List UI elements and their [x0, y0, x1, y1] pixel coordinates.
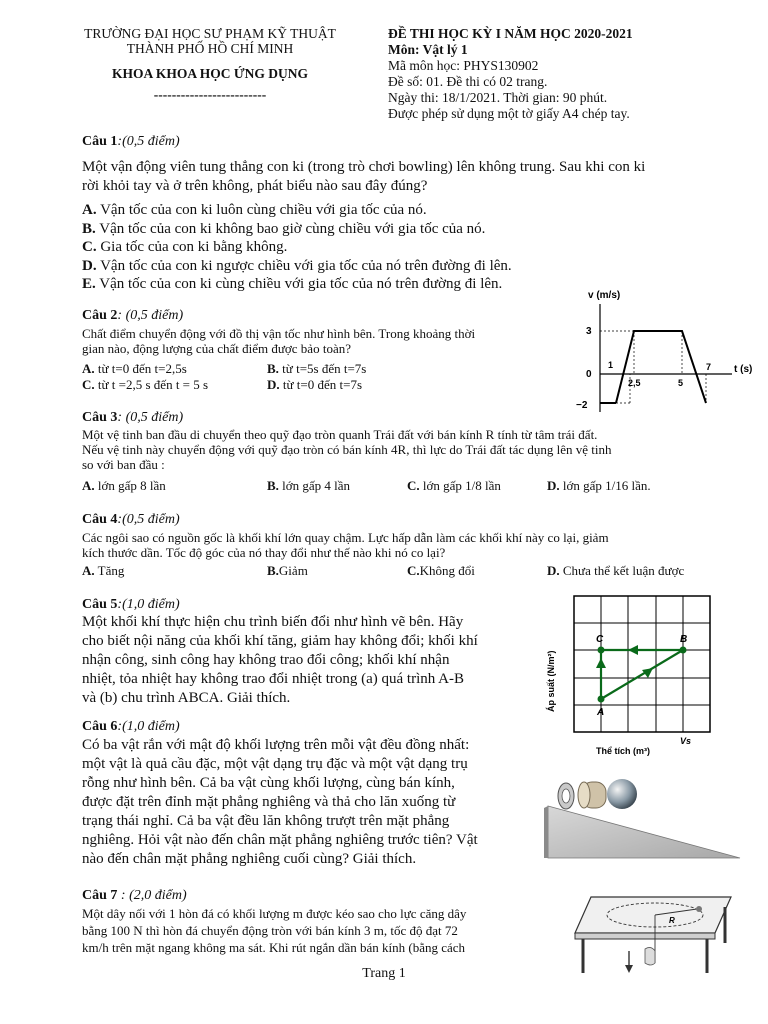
- q4-text-line2: kích thước dần. Tốc độ góc của nó thay đổi như thế nào khi nó co lại?: [82, 545, 446, 560]
- q2-options: [82, 361, 562, 393]
- header-separator: -------------------------: [153, 87, 267, 102]
- q7-line-2: bằng 100 N thì hòn đá chuyển động tròn với bán kính 3 m, tốc độ đạt 72: [82, 923, 458, 938]
- q6-heading: [82, 719, 180, 735]
- q7-line-3: km/h trên mặt ngang không ma sát. Khi rút ngắn dần bán kính (bằng cách: [82, 940, 466, 955]
- solid-sphere: [607, 779, 637, 809]
- pressure-volume-graph: [540, 592, 740, 762]
- graph-x-tick-2-5: 2,5: [628, 378, 641, 388]
- q3-options: [82, 478, 752, 494]
- velocity-time-graph: [560, 284, 760, 424]
- vs-label: Vs: [680, 736, 692, 746]
- table-top: [575, 897, 731, 933]
- q4-text-line1: Các ngôi sao có nguồn gốc là khối khí lớn quay chậm. Lực hấp dẫn làm các khối khí này co lại, giảm: [82, 530, 609, 545]
- q6-label: Câu 6: [82, 719, 118, 734]
- q2-text-line1: Chất điểm chuyển động với đồ thị vận tốc như hình bên. Trong khoảng thời: [82, 326, 476, 341]
- exam-allowed-materials: Được phép sử dụng một tờ giấy A4 chép tay.: [388, 106, 630, 121]
- q1-heading: [82, 134, 180, 150]
- q4-option-d[interactable]: D. Chưa thể kết luận được: [547, 563, 685, 578]
- school-header: [60, 26, 360, 102]
- q7-text: [82, 905, 560, 956]
- graph-x-label-volume: Thể tích (m³): [596, 746, 650, 756]
- q2-option-c[interactable]: C. từ t =2,5 s đến t = 5 s: [82, 377, 209, 392]
- q5-line-2: cho biết nội năng của khối khí tăng, giảm hay không đổi; khối khí: [82, 633, 478, 649]
- velocity-curve: [616, 331, 706, 403]
- q1-label: Câu 1: [82, 134, 118, 149]
- q3-heading: [82, 410, 183, 426]
- q6-line-5: trạng thái nghỉ. Cả ba vật đều lăn không trượt trên mặt phẳng: [82, 813, 450, 829]
- q4-text: [82, 530, 752, 560]
- q7-label: Câu 7: [82, 888, 121, 903]
- q1-option-e[interactable]: E. Vận tốc của con ki cùng chiều với gia tốc của nó trên đường đi lên.: [82, 276, 503, 292]
- exam-title: ĐỀ THI HỌC KỲ I NĂM HỌC 2020-2021: [388, 26, 633, 41]
- q7-heading: [82, 888, 187, 904]
- q5-text: [82, 613, 542, 708]
- q3-text-line2: Nếu vệ tinh này chuyển động với quỹ đạo tròn có bán kính 4R, thì lực do Trái đất tác dụng lên vệ tinh: [82, 442, 612, 457]
- q6-points: :(1,0 điểm): [117, 719, 180, 734]
- q6-text: [82, 736, 554, 869]
- point-a-label: A: [597, 707, 605, 718]
- q3-option-d[interactable]: D. lớn gấp 1/16 lần.: [547, 478, 651, 493]
- q2-text-line2: gian nào, động lượng của chất điểm được bảo toàn?: [82, 341, 351, 356]
- graph-x-tick-7: 7: [706, 362, 712, 372]
- graph-x-tick-1: 1: [608, 360, 614, 370]
- q6-line-3: rỗng như hình bên. Cả ba vật cùng khối lượng, cùng bán kính,: [82, 775, 455, 791]
- q5-label: Câu 5: [82, 597, 118, 612]
- q4-options: [82, 563, 752, 579]
- q1-option-b[interactable]: B. Vận tốc của con ki không bao giờ cùng chiều với gia tốc của nó.: [82, 220, 486, 237]
- q1-option-d[interactable]: D. Vận tốc của con ki ngược chiều với gia tốc của nó trên đường đi lên.: [82, 257, 512, 274]
- q1-text-line2: rời khỏi tay và ở trên không, phát biểu nào sau đây đúng?: [82, 178, 428, 194]
- exam-date-time: Ngày thi: 18/1/2021. Thời gian: 90 phút.: [388, 90, 608, 105]
- q4-option-b[interactable]: B.Giảm: [267, 563, 308, 578]
- q2-option-b[interactable]: B. từ t=5s đến t=7s: [267, 361, 367, 376]
- school-name-line2: THÀNH PHỐ HỒ CHÍ MINH: [126, 41, 294, 56]
- q6-line-2: một vật là quả cầu đặc, một vật dạng trụ đặc và một vật dạng trụ: [82, 756, 468, 772]
- q3-points: : (0,5 điểm): [117, 410, 184, 425]
- graph-y-tick-0: 0: [586, 369, 592, 380]
- q1-points: :(0,5 điểm): [117, 134, 180, 149]
- point-b-label: B: [680, 634, 688, 645]
- q5-line-1: Một khối khí thực hiện chu trình biến đổi như hình vẽ bên. Hãy: [82, 614, 464, 630]
- q3-option-c[interactable]: C. lớn gấp 1/8 lần: [407, 478, 501, 493]
- q6-line-4: được đặt trên đỉnh mặt phẳng nghiêng và thả cho lăn xuống từ: [82, 794, 456, 810]
- course-code: Mã môn học: PHYS130902: [388, 58, 539, 73]
- graph-x-label: t (s): [734, 364, 753, 375]
- q1-text: [82, 158, 752, 196]
- page-number: Trang 1: [362, 966, 406, 981]
- graph-y-label-pressure: Áp suất (N/m²): [546, 650, 556, 712]
- q4-option-a[interactable]: A. Tăng: [82, 563, 125, 578]
- incline-surface: [548, 806, 740, 858]
- q2-option-d[interactable]: D. từ t=0 đến t=7s: [267, 377, 363, 392]
- q4-label: Câu 4: [82, 512, 118, 527]
- rotating-stone-figure: [565, 893, 735, 975]
- graph-x-tick-5: 5: [678, 378, 684, 388]
- q1-option-c[interactable]: C. Gia tốc của con ki bằng không.: [82, 239, 288, 255]
- graph-y-tick-neg2: −2: [576, 400, 588, 411]
- q3-text: [82, 427, 752, 472]
- q2-points: : (0,5 điểm): [117, 308, 184, 323]
- exam-number: Đề số: 01. Đề thi có 02 trang.: [388, 74, 548, 89]
- q1-options: [82, 201, 602, 294]
- q7-line-1: Một dây nối với 1 hòn đá có khối lượng m được kéo sao cho lực căng dây: [82, 906, 467, 921]
- graph-y-tick-3: 3: [586, 326, 592, 337]
- q1-option-a[interactable]: A. Vận tốc của con ki luôn cùng chiều với gia tốc của nó.: [82, 202, 427, 218]
- q4-heading: [82, 512, 180, 528]
- q3-text-line3: so với ban đầu :: [82, 457, 165, 472]
- point-c-label: C: [596, 634, 604, 645]
- q3-text-line1: Một vệ tinh ban đầu di chuyển theo quỹ đạo tròn quanh Trái đất với bán kính R tính từ tâm trái đất.: [82, 427, 598, 442]
- radius-label: R: [669, 916, 675, 925]
- q6-line-1: Có ba vật rắn với mật độ khối lượng trên mỗi vật đều đồng nhất:: [82, 737, 470, 753]
- q5-line-3: nhận công, sinh công hay không trao đổi công; khối khí nhận: [82, 652, 450, 668]
- graph-y-label: v (m/s): [588, 290, 621, 301]
- q5-heading: [82, 597, 180, 613]
- q4-option-c[interactable]: C.Không đổi: [407, 563, 475, 578]
- q4-points: :(0,5 điểm): [117, 512, 180, 527]
- hand-icon: [645, 947, 655, 965]
- q2-option-a[interactable]: A. từ t=0 đến t=2,5s: [82, 361, 187, 376]
- q2-heading: [82, 308, 183, 324]
- q5-points: :(1,0 điểm): [117, 597, 180, 612]
- q5-line-5: và (b) chu trình ABCA. Giải thích.: [82, 690, 291, 706]
- q6-line-7: nào đến chân mặt phẳng nghiêng cuối cùng? Giải thích.: [82, 851, 417, 867]
- q2-label: Câu 2: [82, 308, 118, 323]
- faculty-name: KHOA KHOA HỌC ỨNG DỤNG: [111, 66, 308, 81]
- q1-text-line1: Một vận động viên tung thẳng con ki (trong trò chơi bowling) lên không trung. Sau khi con ki: [82, 159, 646, 175]
- cycle-path: [601, 650, 683, 699]
- q3-label: Câu 3: [82, 410, 118, 425]
- q2-text: [82, 326, 562, 356]
- school-name-line1: TRƯỜNG ĐẠI HỌC SƯ PHẠM KỸ THUẬT: [84, 26, 336, 41]
- exam-info: [388, 26, 748, 122]
- incline-plane-figure: [544, 766, 744, 862]
- q3-option-a[interactable]: A. lớn gấp 8 lần: [82, 478, 166, 493]
- q5-line-4: nhiệt, tỏa nhiệt hay không trao đổi nhiệt trong (a) quá trình A-B: [82, 671, 465, 687]
- q7-points: : (2,0 điểm): [120, 888, 187, 903]
- q3-option-b[interactable]: B. lớn gấp 4 lần: [267, 478, 351, 493]
- q6-line-6: nghiêng. Hỏi vật nào đến chân mặt phẳng nghiêng trước tiên? Vật: [82, 832, 478, 848]
- exam-subject: Môn: Vật lý 1: [388, 42, 468, 57]
